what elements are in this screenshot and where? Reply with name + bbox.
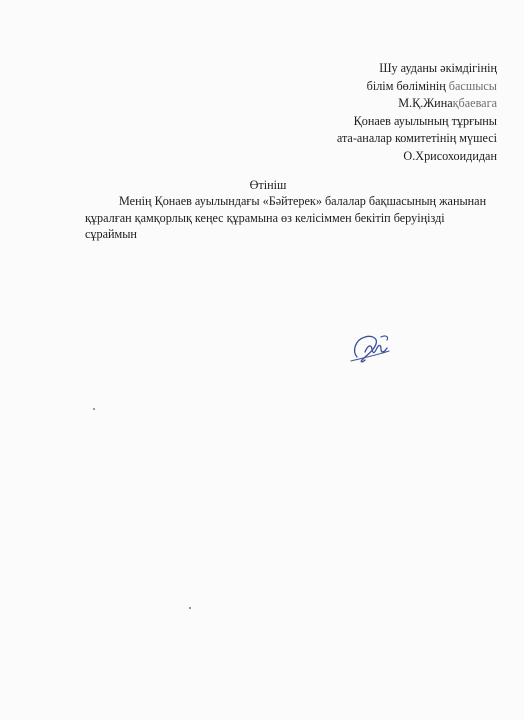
header-line-4: Қонаев ауылының тұрғыны (353, 113, 497, 128)
header-line-3 (337, 95, 497, 113)
body-line-3: сұраймын (85, 227, 137, 241)
scan-speck (93, 408, 95, 410)
body-line-1: Менің Қонаев ауылындағы «Бәйтерек» балалар бақшасының жанынан (119, 194, 487, 208)
header-line-2-faded: басшысы (448, 78, 497, 93)
header-line-2-main: білім бөлімінің (366, 78, 449, 93)
body-line-2: құралған қамқорлық кеңес құрамына өз келісіммен бекітіп беруіңізді (85, 210, 445, 225)
header-line-5: ата-аналар комитетінің мүшесі (336, 131, 497, 146)
addressee-block (337, 60, 497, 166)
header-line-3-main: М.Қ.Жина (398, 96, 453, 111)
signature-icon (343, 327, 401, 367)
scan-speck (189, 607, 191, 609)
header-line-3-faded: қбаевага (452, 96, 497, 111)
header-line-1: Шу ауданы әкімдігінің (379, 61, 497, 75)
header-line-6: О.Хрисохоидидан (403, 148, 497, 163)
document-body (85, 193, 505, 243)
document-title: Өтініш (249, 178, 287, 192)
header-line-2 (337, 78, 497, 96)
